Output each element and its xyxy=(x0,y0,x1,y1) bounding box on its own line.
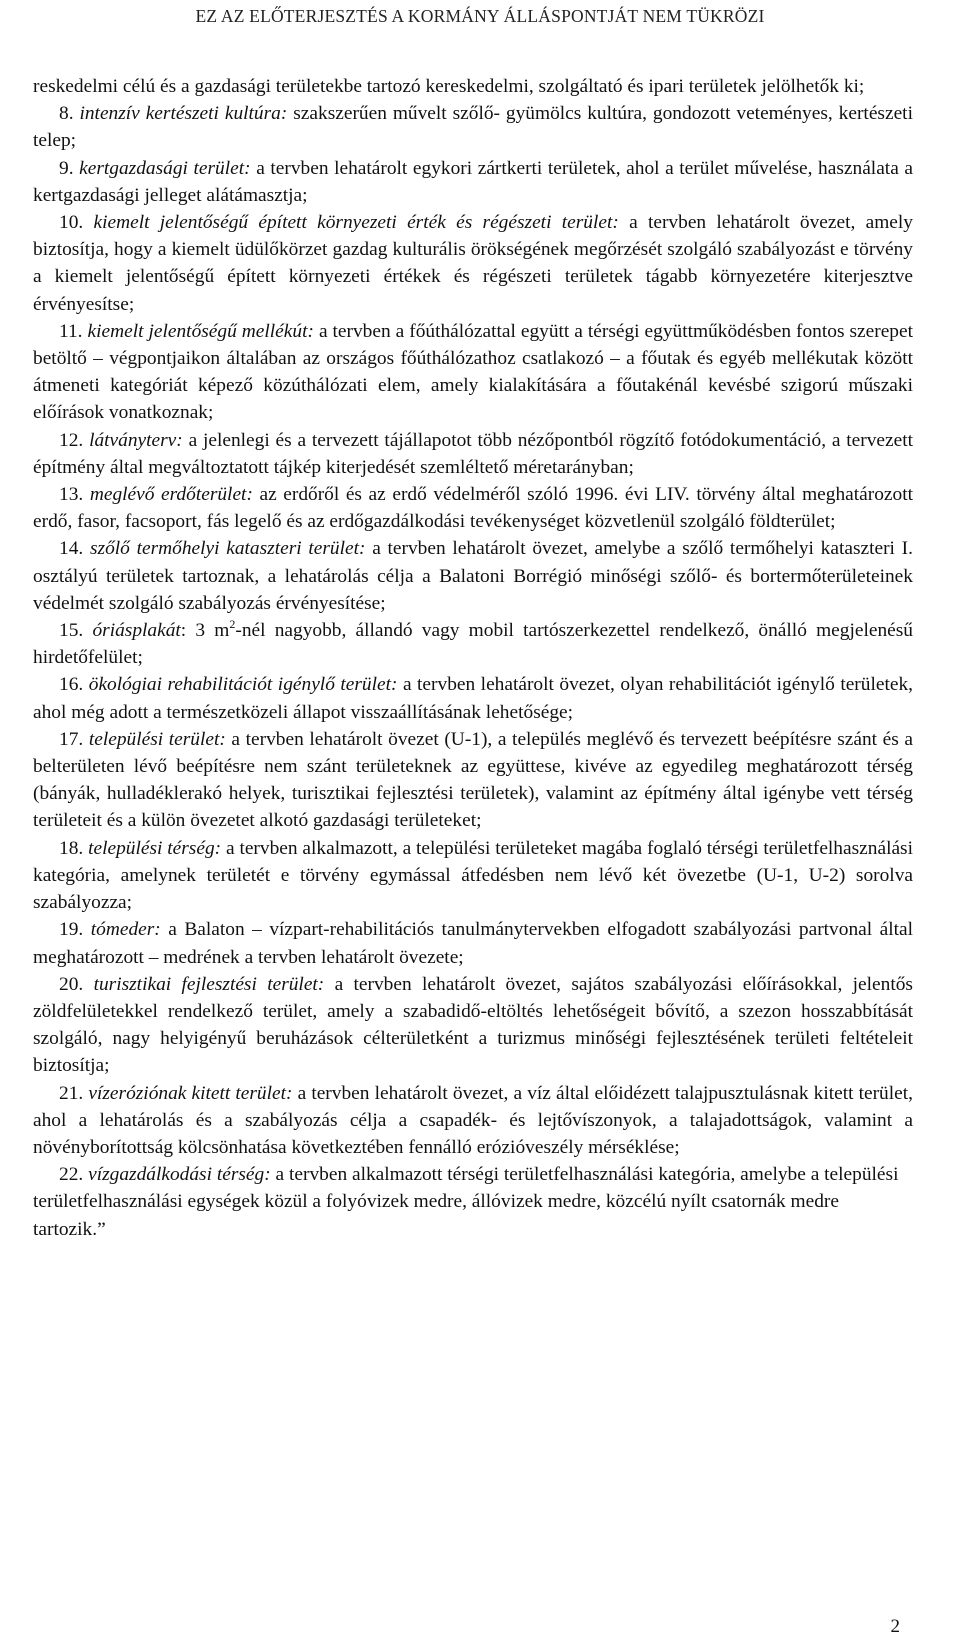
definition-entry xyxy=(33,1161,913,1243)
definition-entry xyxy=(33,726,913,835)
entry-term: kertgazdasági terület: xyxy=(79,157,251,179)
entry-term: vízgazdálkodási térség: xyxy=(88,1164,271,1186)
entry-number: 10. xyxy=(59,212,84,234)
entry-text: a tervben lehatárolt övezet, amelybe a szőlő termőhelyi kataszteri I. osztályú területek tartoznak, a lehatárolás célja a Balatoni Borrégió minőségi szőlő- és bortermőterületeinek védelmét szolgáló szabályozás érvényesítése; xyxy=(33,538,913,614)
definition-entry xyxy=(33,971,913,1080)
entry-number: 9. xyxy=(59,157,74,179)
entry-term: intenzív kertészeti kultúra: xyxy=(79,103,288,125)
entry-number: 17. xyxy=(59,728,84,750)
definition-entry xyxy=(33,427,913,481)
entry-text: a tervben alkalmazott, a települési területeket magába foglaló térségi területfelhasználási kategória, amelynek területét e törvény egymással átfedésben nem lévő két övezetbe (U-1, U-2) sorolva szabályozza; xyxy=(33,837,913,914)
entry-text: a jelenlegi és a tervezett tájállapotot több nézőpontból rögzítő fotódokumentáció, a tervezett építmény által megváltoztatott tájkép kiterjedését szemléltető méretarányban; xyxy=(33,429,913,478)
entry-number: 11. xyxy=(59,320,83,342)
entry-number: 18. xyxy=(59,837,84,859)
entry-text-prefix: : 3 m xyxy=(180,620,230,642)
entry-term: vízeróziónak kitett terület: xyxy=(88,1082,293,1104)
entry-text: a tervben lehatárolt övezet, a víz által előidézett talajpusztulásnak kitett terület, ahol a lehatárolás és a szabályozás célja a csapadék- és lejtővíszonyok, a talajadottságok, valamint a növényborítottság kölcsönhatása következtében fennálló erózióveszély mérséklése; xyxy=(33,1082,913,1158)
definition-entry xyxy=(33,916,913,970)
entry-text: a tervben a főúthálózattal együtt a térségi együttműködésben fontos szerepet betöltő – végpontjaikon általában az országos főúthálózathoz csatlakozó – a főutak és egyéb mellékutak között átmeneti kategóriát képező közúthálózati elem, amely kialakítására a főutakénál kevésbé szigorú műszaki előírások vonatkoznak; xyxy=(33,320,913,424)
definition-entry xyxy=(33,155,913,209)
superscript: 2 xyxy=(229,616,236,631)
entry-text: a tervben lehatárolt övezet, amely biztosítja, hogy a kiemelt üdülőkörzet gazdag kulturális örökségének megőrzését szolgáló szabályozást e törvény a kiemelt jelentőségű épített környezeti értékek és régészeti területek tágabb környezetére kiterjesztve érvényesítse; xyxy=(33,212,913,315)
definition-entry xyxy=(33,535,913,617)
document-body xyxy=(33,73,913,1243)
entry-text: a tervben lehatárolt övezet, olyan rehabilitációt igénylő területek, ahol még adott a természetközeli állapot visszaállításának lehetősége; xyxy=(33,674,913,723)
entry-number: 20. xyxy=(59,973,84,995)
definition-entry xyxy=(33,100,913,154)
definition-list xyxy=(33,100,913,1243)
entry-number: 8. xyxy=(59,103,74,125)
definition-entry xyxy=(33,617,913,671)
entry-text: a tervben lehatárolt övezet, sajátos szabályozási előírásokkal, jelentős zöldfelületekkel rendelkező terület, amely a szabadidő-eltöltés lehetőségeit bővítő, a szezon hosszabbítását szolgáló, nagy helyigényű beruházások célterületként a turizmus minőségi fejlesztésének területi feltételeit biztosítja; xyxy=(33,973,913,1077)
entry-number: 22. xyxy=(59,1164,84,1186)
entry-term: kiemelt jelentőségű épített környezeti érték és régészeti terület: xyxy=(93,212,619,234)
entry-text: a tervben lehatárolt egykori zártkerti területek, ahol a terület művelése, használata a kertgazdasági jelleget alátámasztja; xyxy=(33,157,913,206)
entry-number: 14. xyxy=(59,538,84,560)
entry-text: a Balaton – vízpart-rehabilitációs tanulmánytervekben elfogadott szabályozási partvonal által meghatározott – medrének a tervben lehatárolt övezete; xyxy=(33,919,913,968)
entry-term: települési térség: xyxy=(88,837,222,859)
entry-term: szőlő termőhelyi kataszteri terület: xyxy=(89,538,366,560)
entry-number: 12. xyxy=(59,429,84,451)
definition-entry xyxy=(33,209,913,318)
entry-term: óriásplakát xyxy=(92,620,181,642)
entry-term: turisztikai fejlesztési terület: xyxy=(93,973,325,995)
entry-text: -nél nagyobb, állandó vagy mobil tartószerkezettel rendelkező, önálló megjelenésű hirdetőfelület; xyxy=(33,620,913,669)
entry-number: 16. xyxy=(59,674,84,696)
definition-entry xyxy=(33,1080,913,1162)
entry-text: az erdőről és az erdő védelméről szóló 1996. évi LIV. törvény által meghatározott erdő, fasor, facsoport, fás legelő és az erdőgazdálkodási tevékenységet közvetlenül szolgáló földterület; xyxy=(33,484,913,533)
entry-term: települési terület: xyxy=(88,728,226,750)
page-header: EZ AZ ELŐTERJESZTÉS A KORMÁNY ÁLLÁSPONTJÁT NEM TÜKRÖZI xyxy=(195,6,765,26)
entry-term: kiemelt jelentőségű mellékút: xyxy=(87,320,314,342)
definition-entry xyxy=(33,318,913,427)
entry-text: szakszerűen művelt szőlő- gyümölcs kultúra, gondozott veteményes, kertészeti telep; xyxy=(33,103,913,152)
definition-entry xyxy=(33,835,913,917)
entry-term: látványterv: xyxy=(89,429,183,451)
entry-number: 15. xyxy=(59,620,84,642)
entry-term: ökológiai rehabilitációt igénylő terület: xyxy=(88,674,398,696)
entry-term: meglévő erdőterület: xyxy=(89,484,253,506)
page-number: 2 xyxy=(890,1616,900,1637)
entry-number: 19. xyxy=(59,919,84,941)
definition-entry xyxy=(33,481,913,535)
entry-number: 13. xyxy=(59,484,84,506)
entry-text: a tervben alkalmazott térségi területfelhasználási kategória, amelybe a települési területfelhasználási egységek közül a folyóvizek medre, állóvizek medre, közcélú nyílt csatornák medre tartozik.” xyxy=(33,1164,899,1240)
entry-term: tómeder: xyxy=(90,919,161,941)
entry-number: 21. xyxy=(59,1082,84,1104)
definition-entry xyxy=(33,671,913,725)
intro-paragraph: reskedelmi célú és a gazdasági területekbe tartozó kereskedelmi, szolgáltató és ipari területek jelölhetők ki; xyxy=(33,76,865,97)
entry-text: a tervben lehatárolt övezet (U-1), a település meglévő és tervezett beépítésre szánt és a belterületen lévő beépítésre nem szánt területeknek az együttese, kivéve az egyedileg meghatározott térség (bányák, hulladéklerakó helyek, turisztikai fejlesztési területek), valamint az építmény által igénybe vett térség területeit és a külön övezetet alkotó gazdasági területeket; xyxy=(33,728,913,832)
